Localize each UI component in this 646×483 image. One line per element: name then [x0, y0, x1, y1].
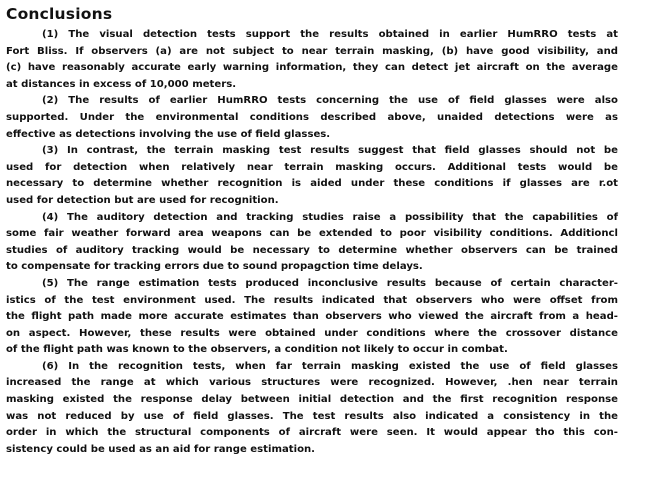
- text-line: necessary to determine whether recognition is aided under these conditions if glasses are r.ot: [6, 178, 618, 190]
- section-heading: Conclusions: [6, 5, 113, 23]
- paragraph-2: [6, 93, 618, 143]
- document-page: [6, 4, 618, 458]
- text-line: masking existed the response delay between initial detection and the first recognition response: [6, 394, 618, 406]
- paragraph-3: [6, 143, 618, 209]
- text-line: istics of the test environment used. The results indicated that observers who were offset from: [6, 294, 618, 306]
- text-line: to compensate for tracking errors due to sound propagction time delays.: [6, 261, 423, 273]
- text-line: order in which the structural components of aircraft were seen. It would appear tho this con-: [6, 427, 618, 439]
- text-line: supported. Under the environmental conditions described above, unaided detections were as: [6, 111, 618, 123]
- paragraph-6: [6, 359, 618, 459]
- text-line: Fort Bliss. If observers (a) are not subject to near terrain masking, (b) have good visibility, and: [6, 45, 618, 57]
- text-line: at distances in excess of 10,000 meters.: [6, 78, 237, 90]
- paragraph-5: [6, 276, 618, 359]
- text-line: used for detection when relatively near terrain masking occurs. Additional tests would be: [6, 161, 618, 173]
- text-line: used for detection but are used for recognition.: [6, 194, 279, 206]
- paragraph-1: [6, 27, 618, 93]
- text-line: (6) In the recognition tests, when far terrain masking existed the use of field glasses: [42, 360, 618, 372]
- text-line: of the flight path was known to the observers, a condition not likely to occur in combat.: [6, 344, 508, 356]
- text-line: (c) have reasonably accurate early warning information, they can detect jet aircraft on the average: [6, 62, 618, 74]
- text-line: studies of auditory tracking would be necessary to determine whether observers can be trained: [6, 244, 618, 256]
- text-line: sistency could be used as an aid for range estimation.: [6, 443, 316, 455]
- paragraph-4: [6, 210, 618, 276]
- text-line: on aspect. However, these results were obtained under conditions where the crossover distance: [6, 327, 618, 339]
- text-line: the flight path made more accurate estimates than observers who viewed the aircraft from a head-: [6, 311, 618, 323]
- text-line: effective as detections involving the use of field glasses.: [6, 128, 331, 140]
- text-line: increased the range at which various structures were recognized. However, .hen near terrain: [6, 377, 618, 389]
- text-line: (2) The results of earlier HumRRO tests concerning the use of field glasses were also: [42, 95, 618, 107]
- text-line: was not reduced by use of field glasses. The test results also indicated a consistency in the: [6, 410, 618, 422]
- text-line: (5) The range estimation tests produced inconclusive results because of certain character-: [42, 277, 618, 289]
- text-line: (3) In contrast, the terrain masking test results suggest that field glasses should not be: [42, 145, 618, 157]
- text-line: (1) The visual detection tests support the results obtained in earlier HumRRO tests at: [42, 29, 618, 40]
- text-line: (4) The auditory detection and tracking studies raise a possibility that the capabilities of: [42, 211, 618, 223]
- text-line: some fair weather forward area weapons can be extended to poor visibility conditions. Additioncl: [6, 228, 618, 240]
